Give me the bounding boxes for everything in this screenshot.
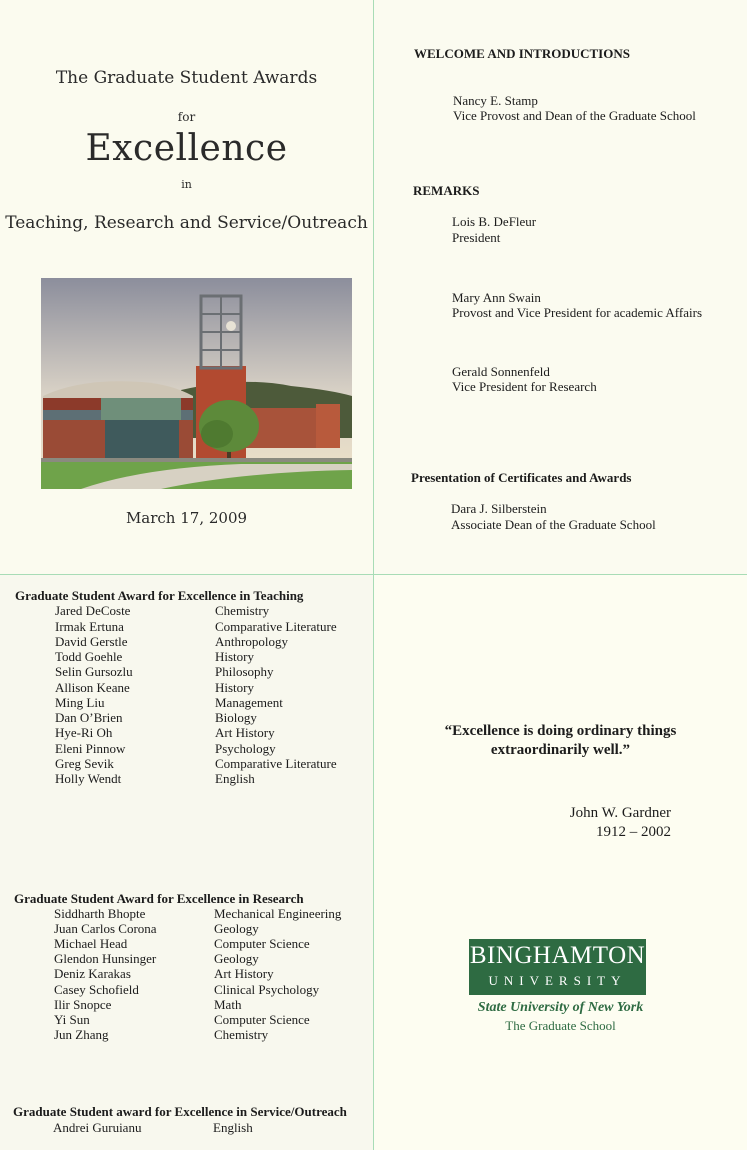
welcome-heading: WELCOME AND INTRODUCTIONS bbox=[414, 46, 630, 61]
awardee-name: Holly Wendt bbox=[55, 771, 122, 786]
logo-university: UNIVERSITY bbox=[488, 973, 627, 988]
awardee-dept: Math bbox=[214, 997, 242, 1012]
awardee-dept: Philosophy bbox=[215, 664, 274, 679]
awardee-name: Ilir Snopce bbox=[54, 997, 112, 1012]
awardee-name: Juan Carlos Corona bbox=[54, 921, 157, 936]
awardee-dept: Psychology bbox=[215, 741, 276, 756]
cover-subtitle: Teaching, Research and Service/Outreach bbox=[5, 213, 368, 233]
awardee-name: Irmak Ertuna bbox=[55, 619, 124, 634]
horizontal-fold-line bbox=[0, 574, 747, 575]
awardee-dept: Clinical Psychology bbox=[214, 982, 320, 997]
awardee-name: Allison Keane bbox=[55, 680, 130, 695]
awardee-name: Yi Sun bbox=[54, 1012, 90, 1027]
awardee-name: Ming Liu bbox=[55, 695, 105, 710]
awardee-name: Deniz Karakas bbox=[54, 966, 131, 981]
awardee-name: Selin Gursozlu bbox=[55, 664, 133, 679]
logo-graduate-school: The Graduate School bbox=[505, 1018, 616, 1033]
logo-suny-line: State University of New York bbox=[477, 1000, 644, 1015]
awardee-dept: Art History bbox=[215, 725, 275, 740]
awardee-dept: English bbox=[215, 771, 255, 786]
quote-author-years: 1912 – 2002 bbox=[596, 824, 671, 840]
welcome-name: Nancy E. Stamp bbox=[453, 93, 538, 108]
campus-photo bbox=[41, 278, 352, 489]
cover-for: for bbox=[177, 110, 196, 124]
presenter-name: Dara J. Silberstein bbox=[451, 501, 547, 516]
awardee-dept: Management bbox=[215, 695, 283, 710]
awardee-dept: English bbox=[213, 1120, 253, 1135]
awardee-dept: Anthropology bbox=[215, 634, 288, 649]
awardee-name: Dan O’Brien bbox=[55, 710, 123, 725]
quote-line: “Excellence is doing ordinary things bbox=[444, 723, 677, 739]
awardee-dept: Geology bbox=[214, 921, 259, 936]
quote-line: extraordinarily well.” bbox=[490, 742, 631, 758]
cover-title: The Graduate Student Awards bbox=[55, 68, 318, 88]
awardee-name: Michael Head bbox=[54, 936, 128, 951]
awardee-dept: History bbox=[215, 649, 254, 664]
speaker-name: Gerald Sonnenfeld bbox=[452, 364, 550, 379]
speaker-name: Lois B. DeFleur bbox=[452, 214, 537, 229]
remarks-heading: REMARKS bbox=[413, 183, 480, 198]
speaker-title: President bbox=[452, 230, 501, 245]
binghamton-logo bbox=[469, 939, 646, 995]
awardee-dept: Comparative Literature bbox=[215, 756, 337, 771]
awardee-dept: Mechanical Engineering bbox=[214, 906, 342, 921]
logo-wordmark: BINGHAMTON bbox=[469, 942, 646, 969]
research-heading: Graduate Student Award for Excellence in Research bbox=[14, 891, 304, 906]
awardee-dept: Chemistry bbox=[215, 603, 270, 618]
awardee-name: Andrei Guruianu bbox=[53, 1120, 142, 1135]
awardee-dept: Computer Science bbox=[214, 936, 310, 951]
speaker-title: Provost and Vice President for academic Affairs bbox=[452, 305, 703, 320]
awardee-name: Hye-Ri Oh bbox=[55, 725, 113, 740]
awardee-name: David Gerstle bbox=[55, 634, 128, 649]
awardee-name: Eleni Pinnow bbox=[55, 741, 126, 756]
awardee-name: Casey Schofield bbox=[54, 982, 139, 997]
awardee-name: Jared DeCoste bbox=[55, 603, 131, 618]
awardee-dept: Computer Science bbox=[214, 1012, 310, 1027]
quote-author: John W. Gardner bbox=[569, 805, 671, 821]
back-panel bbox=[374, 575, 747, 1150]
presenter-title: Associate Dean of the Graduate School bbox=[451, 517, 656, 532]
awardee-dept: Geology bbox=[214, 951, 259, 966]
awardee-name: Siddharth Bhopte bbox=[54, 906, 146, 921]
awardee-name: Greg Sevik bbox=[55, 756, 114, 771]
cover-in: in bbox=[181, 178, 192, 191]
awardee-name: Jun Zhang bbox=[54, 1027, 109, 1042]
vertical-fold-line bbox=[373, 0, 374, 1150]
awardee-dept: Biology bbox=[215, 710, 257, 725]
awardee-dept: Comparative Literature bbox=[215, 619, 337, 634]
presentation-heading: Presentation of Certificates and Awards bbox=[411, 470, 632, 485]
awardee-dept: Art History bbox=[214, 966, 274, 981]
speaker-name: Mary Ann Swain bbox=[452, 290, 541, 305]
speaker-title: Vice President for Research bbox=[452, 379, 597, 394]
awardee-name: Glendon Hunsinger bbox=[54, 951, 157, 966]
quote bbox=[374, 722, 747, 760]
awardee-name: Todd Goehle bbox=[55, 649, 123, 664]
service-heading: Graduate Student award for Excellence in Service/Outreach bbox=[13, 1104, 347, 1119]
teaching-heading: Graduate Student Award for Excellence in Teaching bbox=[15, 588, 304, 603]
cover-excellence: Excellence bbox=[85, 128, 288, 169]
cover-date: March 17, 2009 bbox=[125, 509, 248, 527]
awardee-dept: History bbox=[215, 680, 254, 695]
awardee-dept: Chemistry bbox=[214, 1027, 269, 1042]
program-panel bbox=[374, 0, 747, 574]
welcome-title: Vice Provost and Dean of the Graduate School bbox=[453, 108, 696, 123]
